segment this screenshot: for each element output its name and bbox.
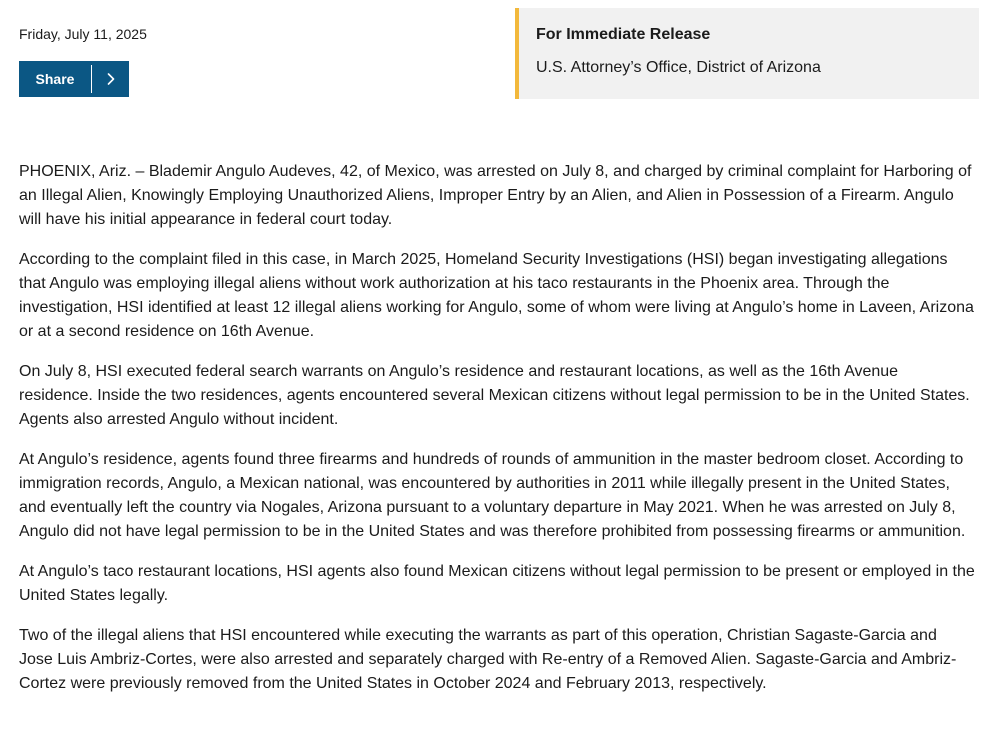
body-paragraph: At Angulo’s residence, agents found three firearms and hundreds of rounds of ammunition in the master bedroom closet. According to immigration records, Angulo, a Mexican national, was encountered by authorities in 2011 while illegally present in the United States, and eventually left the country via Nogales, Arizona pursuant to a voluntary departure in May 2021. When he was arrested on July 8, Angulo did not have legal permission to be in the United States and was therefore prohibited from possessing firearms or ammunition. (19, 451, 966, 540)
body-paragraph: PHOENIX, Ariz. – Blademir Angulo Audeves, 42, of Mexico, was arrested on July 8, and charged by criminal complaint for Harboring of an Illegal Alien, Knowingly Employing Unauthorized Aliens, Improper Entry by an Alien, and Alien in Possession of a Firearm. Angulo will have his initial appearance in federal court today. (19, 163, 972, 228)
release-title: For Immediate Release (536, 26, 711, 43)
share-button[interactable] (19, 61, 129, 97)
body-paragraph: At Angulo’s taco restaurant locations, HSI agents also found Mexican citizens without legal permission to be present or employed in the United States legally. (19, 563, 975, 604)
release-date: Friday, July 11, 2025 (19, 26, 147, 42)
release-office: U.S. Attorney’s Office, District of Arizona (536, 59, 821, 76)
share-button-label: Share (35, 71, 75, 87)
body-paragraph: Two of the illegal aliens that HSI encountered while executing the warrants as part of this operation, Christian Sagaste-Garcia and Jose Luis Ambriz-Cortes, were also arrested and separately charged with Re-entry of a Removed Alien. Sagaste-Garcia and Ambriz-Cortez were previously removed from the United States in October 2024 and February 2013, respectively. (19, 627, 957, 692)
body-paragraph: On July 8, HSI executed federal search warrants on Angulo’s residence and restaurant locations, as well as the 16th Avenue residence. Inside the two residences, agents encountered several Mexican citizens without legal permission to be in the United States. Agents also arrested Angulo without incident. (19, 363, 970, 428)
body-paragraph: According to the complaint filed in this case, in March 2025, Homeland Security Investigations (HSI) began investigating allegations that Angulo was employing illegal aliens without work authorization at his taco restaurants in the Phoenix area. Through the investigation, HSI identified at least 12 illegal aliens working for Angulo, some of whom were living at Angulo’s home in Laveen, Arizona or at a second residence on 16th Avenue. (19, 251, 974, 340)
press-release-body (19, 160, 975, 712)
chevron-right-icon (92, 61, 129, 97)
release-info-box (515, 8, 979, 99)
